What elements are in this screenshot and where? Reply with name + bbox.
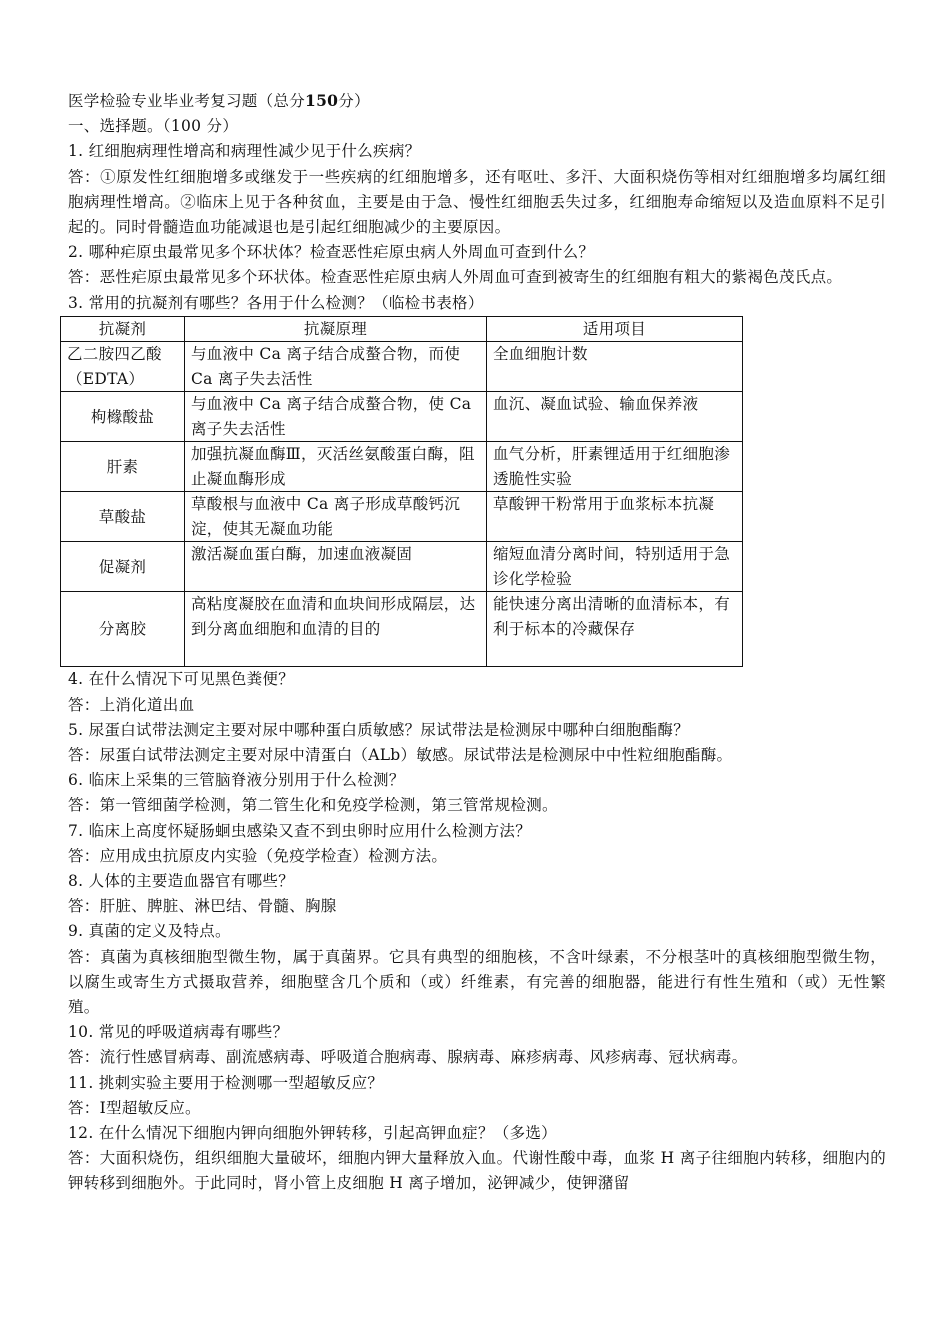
answer-12: 答：大面积烧伤，组织细胞大量破坏，细胞内钾大量释放入血。代谢性酸中毒，血浆 H 离子往细胞内转移，细胞内的钾转移到细胞外。于此同时，肾小管上皮细胞 H 离子增加，泌钾减少，使钾潴留 [68, 1149, 886, 1193]
total-score: 150 [305, 91, 339, 110]
cell-principle: 激活凝血蛋白酶，加速血液凝固 [185, 542, 487, 592]
cell-principle: 与血液中 Ca 离子结合成螯合物，而使 Ca 离子失去活性 [185, 342, 487, 392]
answer-8: 答：肝脏、脾脏、淋巴结、骨髓、胸腺 [68, 897, 337, 916]
question-10: 10. 常见的呼吸道病毒有哪些？ [68, 1023, 289, 1042]
question-5: 5. 尿蛋白试带法测定主要对尿中哪种蛋白质敏感？尿试带法是检测尿中哪种白细胞酯酶？ [68, 720, 690, 739]
document-page [68, 88, 886, 1197]
answer-4: 答：上消化道出血 [68, 695, 195, 714]
anticoagulant-table [60, 316, 743, 668]
answer-2: 答：恶性疟原虫最常见多个环状体。检查恶性疟原虫病人外周血可查到被寄生的红细胞有粗大的紫褐色茂氏点。 [68, 268, 843, 287]
question-12: 12. 在什么情况下细胞内钾向细胞外钾转移，引起高钾血症？（多选） [68, 1123, 557, 1142]
table-header-row [61, 316, 743, 342]
cell-principle: 与血液中 Ca 离子结合成螯合物，使 Ca 离子失去活性 [185, 392, 487, 442]
question-3: 3. 常用的抗凝剂有哪些？各用于什么检测？（临检书表格） [68, 293, 484, 312]
table-row [61, 492, 743, 542]
table-row [61, 342, 743, 392]
cell-use: 能快速分离出清晰的血清标本，有利于标本的冷藏保存 [487, 592, 743, 667]
cell-use: 血气分析，肝素锂适用于红细胞渗透脆性实验 [487, 442, 743, 492]
table-row [61, 592, 743, 667]
question-9: 9. 真菌的定义及特点。 [68, 922, 231, 941]
question-11: 11. 挑刺实验主要用于检测哪一型超敏反应？ [68, 1073, 384, 1092]
cell-anticoagulant: 枸橼酸盐 [61, 392, 185, 442]
cell-principle: 草酸根与血液中 Ca 离子形成草酸钙沉淀，使其无凝血功能 [185, 492, 487, 542]
cell-use: 缩短血清分离时间，特别适用于急诊化学检验 [487, 542, 743, 592]
cell-use: 全血细胞计数 [487, 342, 743, 392]
question-4: 4. 在什么情况下可见黑色粪便？ [68, 670, 295, 689]
answer-6: 答：第一管细菌学检测，第二管生化和免疫学检测，第三管常规检测。 [68, 796, 558, 815]
table-row [61, 392, 743, 442]
header-principle: 抗凝原理 [185, 316, 487, 342]
cell-anticoagulant: 草酸盐 [61, 492, 185, 542]
cell-anticoagulant: 促凝剂 [61, 542, 185, 592]
answer-1: 答：①原发性红细胞增多或继发于一些疾病的红细胞增多，还有呕吐、多汗、大面积烧伤等相对红细胞增多均属红细胞病理性增高。②临床上见于各种贫血，主要是由于急、慢性红细胞丢失过多，红细胞寿命缩短以及造血原料不足引起的。同时骨髓造血功能减退也是引起红细胞减少的主要原因。 [68, 167, 886, 237]
answer-5: 答：尿蛋白试带法测定主要对尿中清蛋白（ALb）敏感。尿试带法是检测尿中中性粒细胞酯酶。 [68, 745, 733, 764]
cell-use: 草酸钾干粉常用于血浆标本抗凝 [487, 492, 743, 542]
answer-10: 答：流行性感冒病毒、副流感病毒、呼吸道合胞病毒、腺病毒、麻疹病毒、风疹病毒、冠状病毒。 [68, 1048, 748, 1067]
cell-principle: 加强抗凝血酶Ⅲ，灭活丝氨酸蛋白酶，阻止凝血酶形成 [185, 442, 487, 492]
cell-anticoagulant: 肝素 [61, 442, 185, 492]
document-title: 医学检验专业毕业考复习题（总分150分） [68, 91, 370, 110]
cell-anticoagulant: 分离胶 [61, 592, 185, 667]
answer-9: 答：真菌为真核细胞型微生物，属于真菌界。它具有典型的细胞核，不含叶绿素，不分根茎叶的真核细胞型微生物，以腐生或寄生方式摄取营养，细胞壁含几个质和（或）纤维素，有完善的细胞器，能进行有性生殖和（或）无性繁殖。 [68, 947, 886, 1016]
header-anticoagulant: 抗凝剂 [61, 316, 185, 342]
cell-anticoagulant: 乙二胺四乙酸（EDTA） [61, 342, 185, 392]
section-heading: 一、选择题。（100 分） [68, 117, 239, 136]
question-1: 1. 红细胞病理性增高和病理性减少见于什么疾病？ [68, 142, 421, 161]
header-use: 适用项目 [487, 316, 743, 342]
question-8: 8. 人体的主要造血器官有哪些？ [68, 871, 295, 890]
answer-11: 答：Ⅰ型超敏反应。 [68, 1098, 201, 1117]
table-row [61, 542, 743, 592]
question-2: 2. 哪种疟原虫最常见多个环状体？检查恶性疟原虫病人外周血可查到什么？ [68, 243, 595, 262]
question-7: 7. 临床上高度怀疑肠蛔虫感染又查不到虫卵时应用什么检测方法？ [68, 821, 532, 840]
cell-principle: 高粘度凝胶在血清和血块间形成隔层，达到分离血细胞和血清的目的 [185, 592, 487, 667]
answer-7: 答：应用成虫抗原皮内实验（免疫学检查）检测方法。 [68, 846, 448, 865]
table-row [61, 442, 743, 492]
cell-use: 血沉、凝血试验、输血保养液 [487, 392, 743, 442]
question-6: 6. 临床上采集的三管脑脊液分别用于什么检测？ [68, 771, 405, 790]
